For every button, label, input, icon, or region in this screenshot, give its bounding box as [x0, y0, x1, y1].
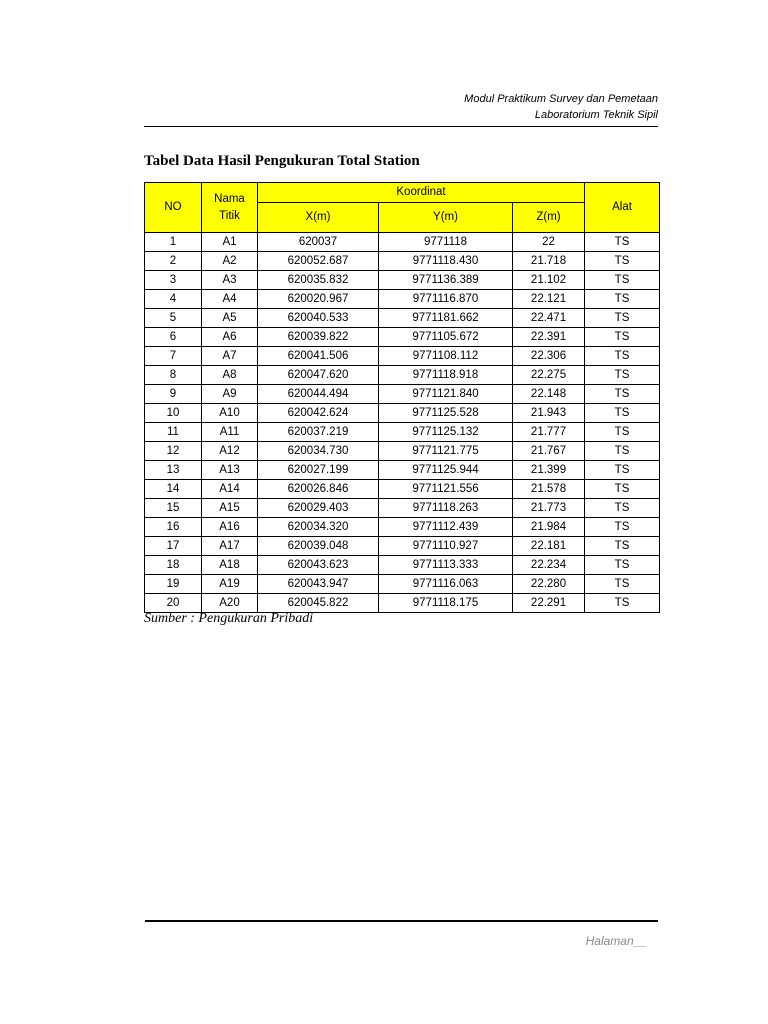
cell-z: 21.984: [513, 518, 585, 537]
cell-nama-titik: A4: [202, 290, 258, 309]
table-row: [145, 556, 660, 575]
cell-x: 620042.624: [258, 404, 379, 423]
cell-y: 9771118.175: [379, 594, 513, 613]
cell-y: 9771118: [379, 233, 513, 252]
cell-z: 22.291: [513, 594, 585, 613]
cell-no: 11: [145, 423, 202, 442]
cell-x: 620034.730: [258, 442, 379, 461]
cell-x: 620027.199: [258, 461, 379, 480]
cell-nama-titik: A13: [202, 461, 258, 480]
cell-nama-titik: A9: [202, 385, 258, 404]
table-row: [145, 328, 660, 347]
cell-alat: TS: [585, 499, 660, 518]
cell-x: 620045.822: [258, 594, 379, 613]
cell-z: 22.234: [513, 556, 585, 575]
cell-z: 21.718: [513, 252, 585, 271]
cell-no: 13: [145, 461, 202, 480]
table-row: [145, 480, 660, 499]
cell-x: 620035.832: [258, 271, 379, 290]
cell-alat: TS: [585, 252, 660, 271]
cell-y: 9771121.775: [379, 442, 513, 461]
cell-y: 9771181.662: [379, 309, 513, 328]
table-row: [145, 271, 660, 290]
cell-no: 6: [145, 328, 202, 347]
cell-y: 9771113.333: [379, 556, 513, 575]
page-number-label: Halaman__: [585, 934, 647, 948]
cell-z: 22: [513, 233, 585, 252]
cell-x: 620044.494: [258, 385, 379, 404]
header-alat: Alat: [585, 183, 660, 233]
footer-divider: [145, 920, 658, 922]
cell-z: 22.275: [513, 366, 585, 385]
cell-x: 620037: [258, 233, 379, 252]
cell-z: 22.280: [513, 575, 585, 594]
cell-y: 9771121.556: [379, 480, 513, 499]
table-row: [145, 309, 660, 328]
table-title: Tabel Data Hasil Pengukuran Total Station: [144, 153, 420, 169]
cell-nama-titik: A8: [202, 366, 258, 385]
table-row: [145, 518, 660, 537]
cell-no: 20: [145, 594, 202, 613]
cell-x: 620040.533: [258, 309, 379, 328]
header-koordinat: Koordinat: [258, 183, 585, 203]
table-row: [145, 499, 660, 518]
cell-x: 620047.620: [258, 366, 379, 385]
cell-z: 22.471: [513, 309, 585, 328]
cell-alat: TS: [585, 233, 660, 252]
header-y: Y(m): [379, 203, 513, 233]
cell-nama-titik: A5: [202, 309, 258, 328]
cell-z: 22.181: [513, 537, 585, 556]
cell-y: 9771118.430: [379, 252, 513, 271]
table-row: [145, 575, 660, 594]
table-row: [145, 252, 660, 271]
cell-y: 9771116.063: [379, 575, 513, 594]
cell-z: 21.767: [513, 442, 585, 461]
header-nama-titik: [202, 183, 258, 233]
cell-alat: TS: [585, 347, 660, 366]
cell-no: 12: [145, 442, 202, 461]
cell-y: 9771110.927: [379, 537, 513, 556]
cell-alat: TS: [585, 518, 660, 537]
cell-nama-titik: A14: [202, 480, 258, 499]
cell-y: 9771136.389: [379, 271, 513, 290]
cell-nama-titik: A18: [202, 556, 258, 575]
table-row: [145, 233, 660, 252]
cell-alat: TS: [585, 461, 660, 480]
cell-x: 620041.506: [258, 347, 379, 366]
cell-nama-titik: A17: [202, 537, 258, 556]
cell-alat: TS: [585, 271, 660, 290]
cell-z: 21.773: [513, 499, 585, 518]
table-row: [145, 537, 660, 556]
cell-x: 620034.320: [258, 518, 379, 537]
cell-no: 9: [145, 385, 202, 404]
cell-nama-titik: A7: [202, 347, 258, 366]
header-module-title: Modul Praktikum Survey dan Pemetaan: [464, 93, 658, 105]
cell-alat: TS: [585, 290, 660, 309]
cell-z: 21.777: [513, 423, 585, 442]
cell-alat: TS: [585, 480, 660, 499]
cell-nama-titik: A11: [202, 423, 258, 442]
cell-z: 21.102: [513, 271, 585, 290]
cell-y: 9771112.439: [379, 518, 513, 537]
cell-z: 22.391: [513, 328, 585, 347]
cell-alat: TS: [585, 328, 660, 347]
cell-nama-titik: A2: [202, 252, 258, 271]
source-note: Sumber : Pengukuran Pribadi: [144, 611, 314, 626]
cell-nama-titik: A3: [202, 271, 258, 290]
cell-nama-titik: A20: [202, 594, 258, 613]
cell-x: 620043.947: [258, 575, 379, 594]
cell-alat: TS: [585, 366, 660, 385]
cell-y: 9771125.528: [379, 404, 513, 423]
cell-no: 14: [145, 480, 202, 499]
header-divider: [144, 126, 658, 127]
cell-nama-titik: A1: [202, 233, 258, 252]
table-row: [145, 404, 660, 423]
cell-x: 620020.967: [258, 290, 379, 309]
table-row: [145, 347, 660, 366]
cell-alat: TS: [585, 385, 660, 404]
header-titik-label: Titik: [219, 209, 240, 222]
cell-nama-titik: A15: [202, 499, 258, 518]
cell-x: 620039.048: [258, 537, 379, 556]
cell-no: 10: [145, 404, 202, 423]
cell-nama-titik: A16: [202, 518, 258, 537]
cell-no: 16: [145, 518, 202, 537]
cell-no: 15: [145, 499, 202, 518]
cell-y: 9771125.944: [379, 461, 513, 480]
cell-y: 9771121.840: [379, 385, 513, 404]
cell-alat: TS: [585, 537, 660, 556]
cell-no: 2: [145, 252, 202, 271]
cell-z: 22.306: [513, 347, 585, 366]
cell-z: 21.578: [513, 480, 585, 499]
cell-y: 9771118.918: [379, 366, 513, 385]
table-row: [145, 461, 660, 480]
cell-alat: TS: [585, 404, 660, 423]
table-row: [145, 290, 660, 309]
cell-nama-titik: A19: [202, 575, 258, 594]
cell-z: 22.148: [513, 385, 585, 404]
cell-nama-titik: A6: [202, 328, 258, 347]
cell-no: 3: [145, 271, 202, 290]
cell-y: 9771116.870: [379, 290, 513, 309]
table-row: [145, 442, 660, 461]
cell-y: 9771125.132: [379, 423, 513, 442]
cell-nama-titik: A10: [202, 404, 258, 423]
table-row: [145, 385, 660, 404]
table-body: [145, 233, 660, 613]
cell-z: 22.121: [513, 290, 585, 309]
header-x: X(m): [258, 203, 379, 233]
table-row: [145, 423, 660, 442]
measurement-table: [144, 182, 660, 613]
cell-alat: TS: [585, 423, 660, 442]
cell-x: 620052.687: [258, 252, 379, 271]
header-lab-name: Laboratorium Teknik Sipil: [534, 109, 658, 121]
cell-alat: TS: [585, 442, 660, 461]
cell-no: 1: [145, 233, 202, 252]
cell-alat: TS: [585, 556, 660, 575]
cell-x: 620039.822: [258, 328, 379, 347]
cell-x: 620026.846: [258, 480, 379, 499]
cell-no: 17: [145, 537, 202, 556]
cell-alat: TS: [585, 594, 660, 613]
cell-no: 19: [145, 575, 202, 594]
header-no: NO: [145, 183, 202, 233]
cell-x: 620029.403: [258, 499, 379, 518]
table-row: [145, 594, 660, 613]
cell-alat: TS: [585, 309, 660, 328]
cell-x: 620043.623: [258, 556, 379, 575]
cell-x: 620037.219: [258, 423, 379, 442]
cell-z: 21.399: [513, 461, 585, 480]
header-z: Z(m): [513, 203, 585, 233]
cell-y: 9771118.263: [379, 499, 513, 518]
table-row: [145, 366, 660, 385]
cell-no: 4: [145, 290, 202, 309]
cell-nama-titik: A12: [202, 442, 258, 461]
header-nama-label: Nama: [214, 192, 245, 205]
cell-no: 8: [145, 366, 202, 385]
cell-no: 7: [145, 347, 202, 366]
cell-y: 9771105.672: [379, 328, 513, 347]
cell-no: 5: [145, 309, 202, 328]
cell-y: 9771108.112: [379, 347, 513, 366]
cell-z: 21.943: [513, 404, 585, 423]
cell-alat: TS: [585, 575, 660, 594]
cell-no: 18: [145, 556, 202, 575]
